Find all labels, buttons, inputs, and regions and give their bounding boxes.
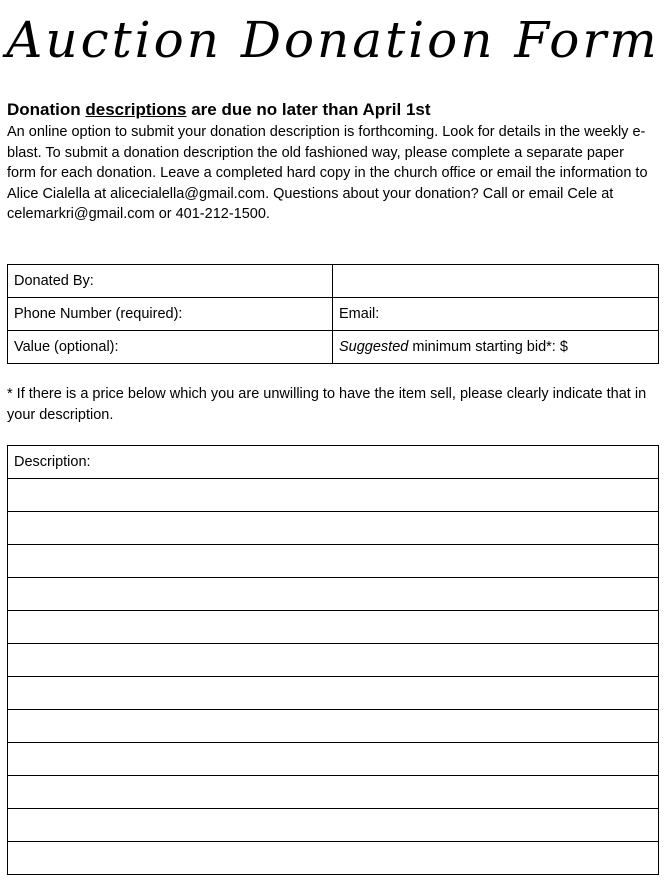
donated-by-value-field[interactable] — [333, 265, 659, 298]
table-row — [8, 298, 659, 331]
description-line[interactable] — [8, 710, 659, 743]
table-row — [8, 710, 659, 743]
description-line[interactable] — [8, 743, 659, 776]
table-row — [8, 677, 659, 710]
form-title: Auction Donation Form — [6, 11, 660, 69]
table-row — [8, 611, 659, 644]
table-row — [8, 842, 659, 875]
table-row — [8, 545, 659, 578]
donated-by-field[interactable] — [8, 265, 333, 298]
description-line[interactable] — [8, 776, 659, 809]
donated-by-label: Donated By: — [14, 273, 94, 289]
starting-bid-italic-label: Suggested — [339, 339, 409, 355]
starting-bid-field[interactable] — [333, 331, 659, 364]
table-row — [8, 776, 659, 809]
table-row — [8, 265, 659, 298]
intro-paragraph: An online option to submit your donation description is forthcoming. Look for details in the weekly e-blast. To submit a donation description the old fashioned way, please complete a separate paper form for each donation. Leave a completed hard copy in the church office or email the information to Alice Cialella at alicecialella@gmail.com. Questions about your donation? Call or email Cele at celemarkri@gmail.com or 401-212-1500. — [7, 124, 648, 222]
description-line[interactable] — [8, 611, 659, 644]
table-row — [8, 446, 659, 479]
heading-underlined-word: descriptions — [85, 100, 187, 119]
table-row — [8, 479, 659, 512]
phone-label: Phone Number (required): — [14, 306, 183, 322]
table-row — [8, 331, 659, 364]
table-row — [8, 743, 659, 776]
heading-prefix: Donation — [7, 100, 86, 119]
email-label: Email: — [339, 306, 380, 322]
description-table — [7, 445, 659, 875]
table-row — [8, 512, 659, 545]
description-line[interactable] — [8, 512, 659, 545]
description-label: Description: — [14, 454, 91, 470]
starting-bid-label: minimum starting bid*: $ — [408, 339, 568, 355]
description-line[interactable] — [8, 578, 659, 611]
description-line[interactable] — [8, 809, 659, 842]
description-line[interactable] — [8, 677, 659, 710]
table-row — [8, 809, 659, 842]
table-row — [8, 644, 659, 677]
value-field[interactable] — [8, 331, 333, 364]
description-field[interactable] — [8, 446, 659, 479]
description-line[interactable] — [8, 644, 659, 677]
donor-info-table — [7, 264, 659, 364]
price-note: * If there is a price below which you are unwilling to have the item sell, please clearly indicate that in your description. — [7, 386, 647, 423]
value-label: Value (optional): — [14, 339, 119, 355]
table-row — [8, 578, 659, 611]
description-line[interactable] — [8, 545, 659, 578]
email-field[interactable] — [333, 298, 659, 331]
deadline-heading — [7, 100, 657, 120]
description-line[interactable] — [8, 479, 659, 512]
description-line[interactable] — [8, 842, 659, 875]
heading-suffix: are due no later than April 1st — [186, 100, 431, 119]
phone-field[interactable] — [8, 298, 333, 331]
